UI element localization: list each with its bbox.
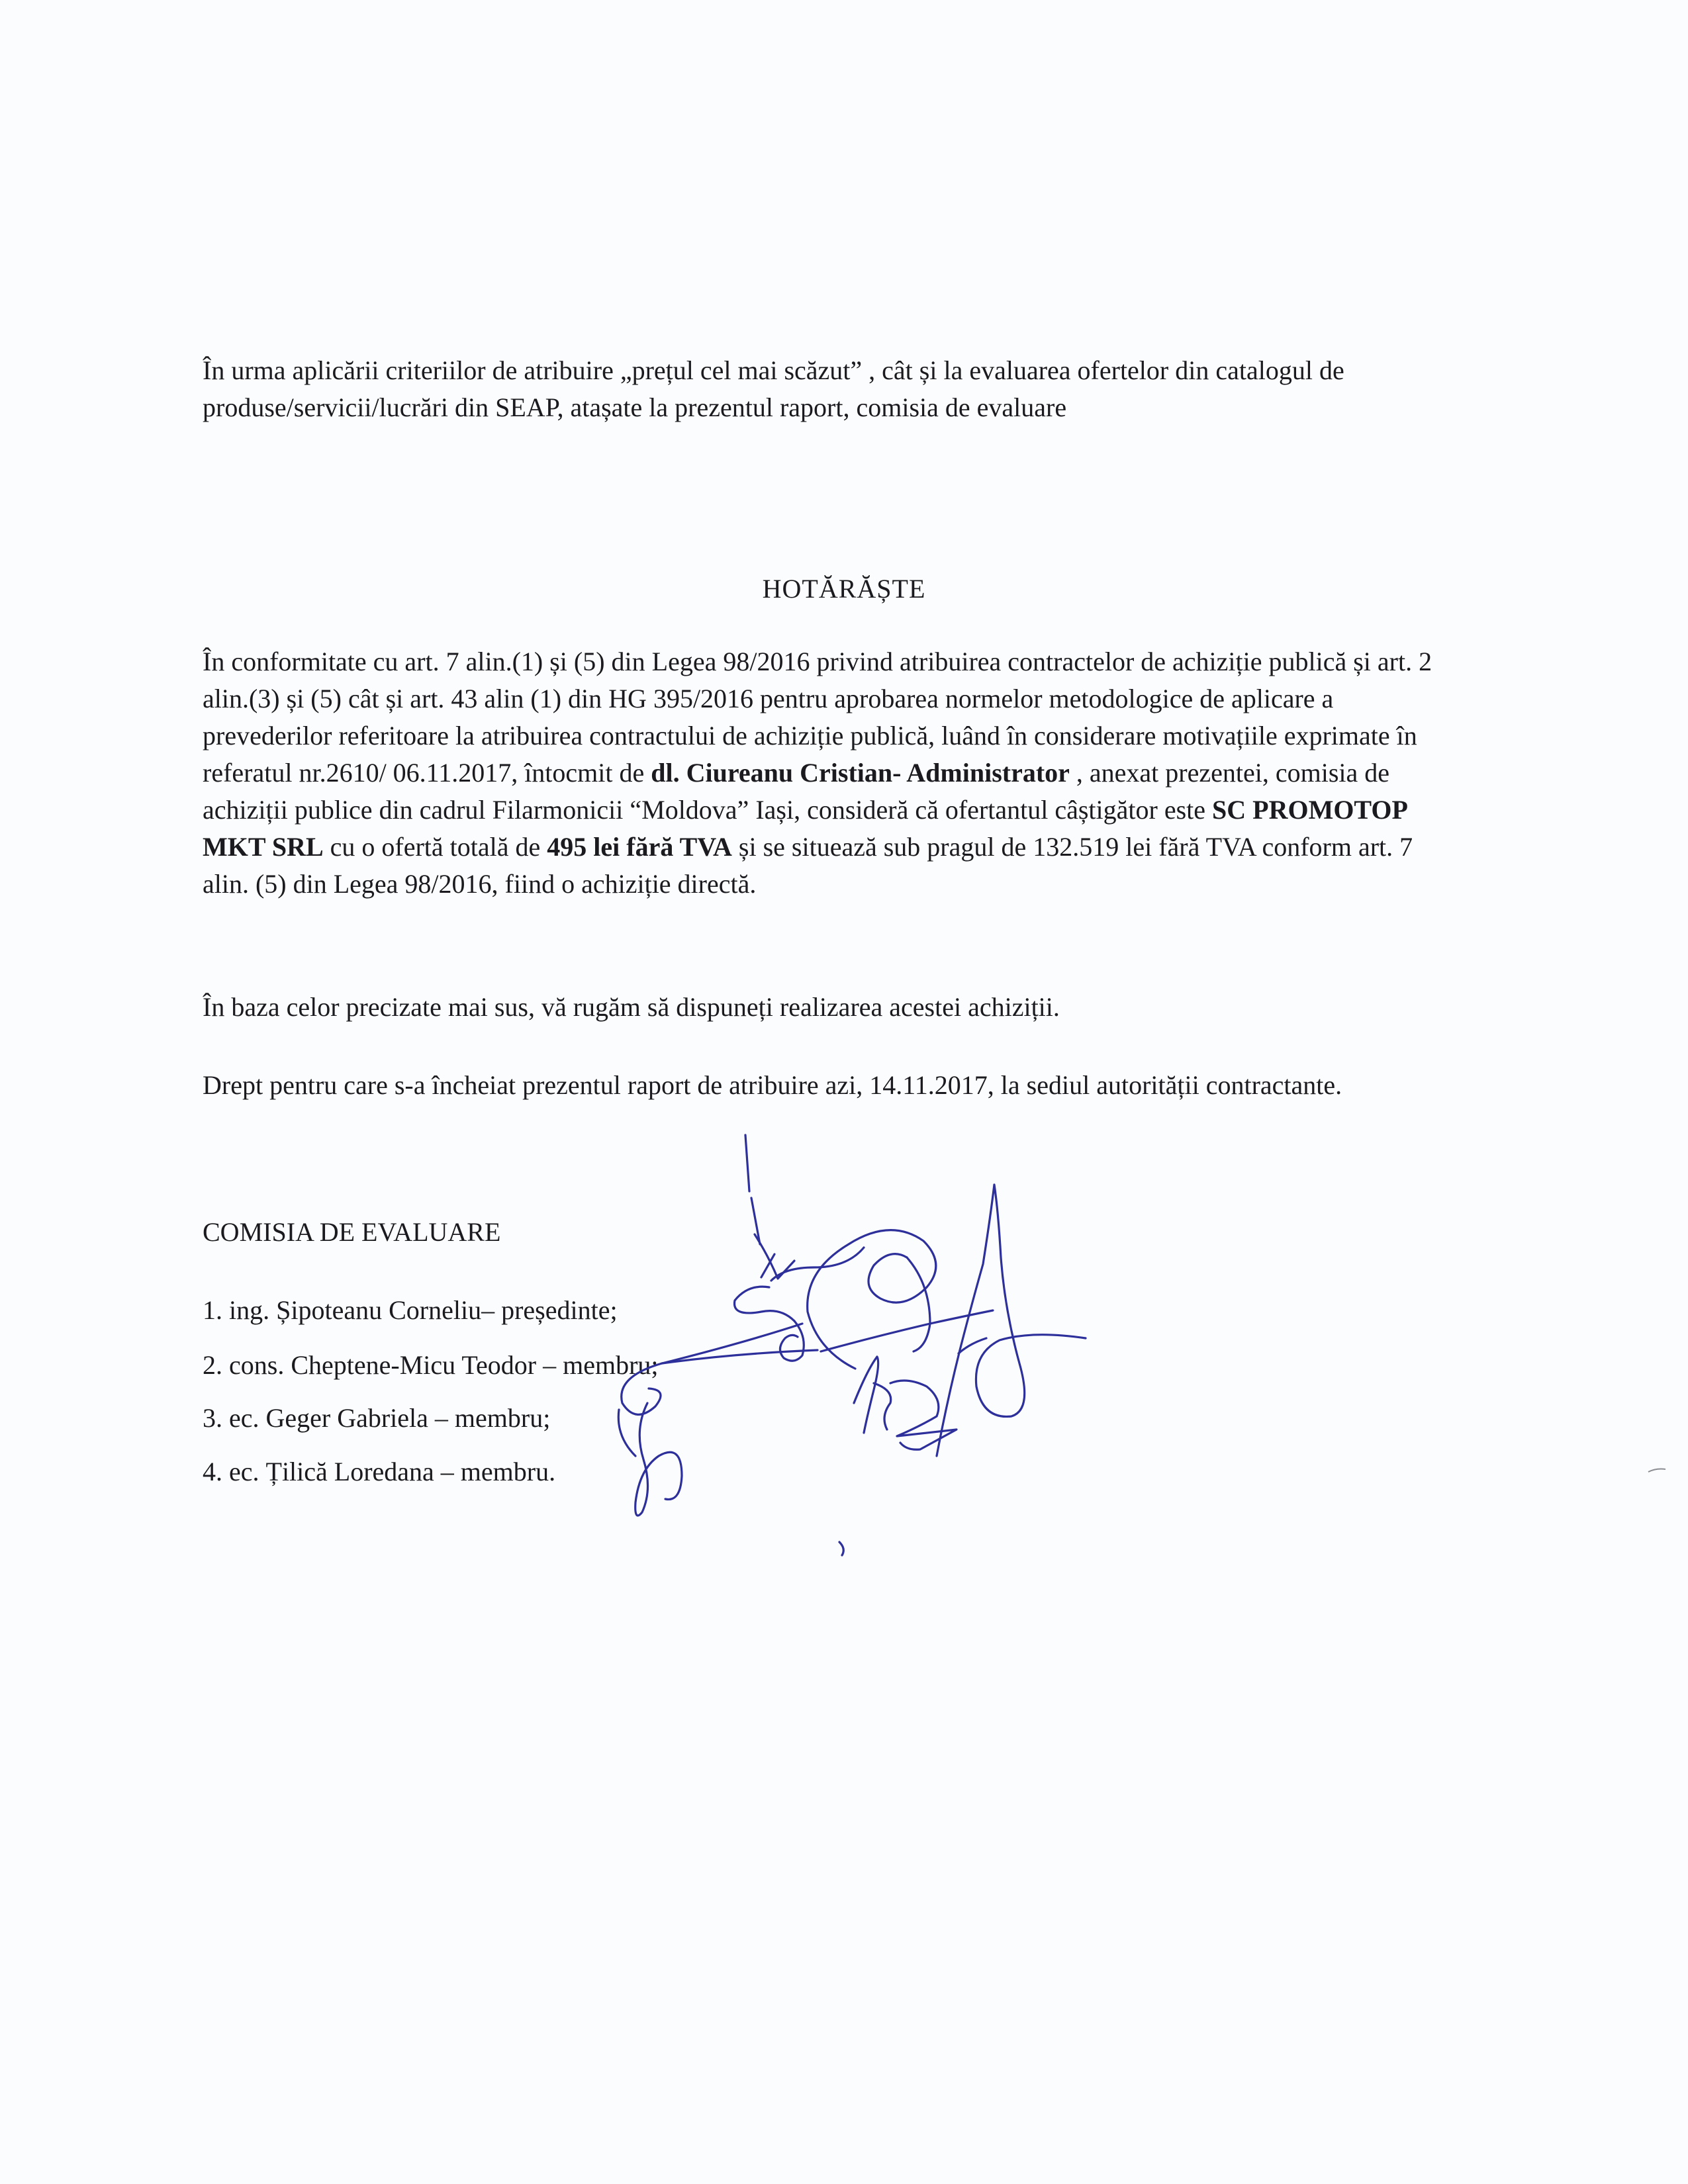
decision-paragraph (203, 643, 1456, 903)
commission-member: 3. ec. Geger Gabriela – membru; (203, 1403, 551, 1433)
offer-amount: 495 lei fără TVA (547, 832, 732, 862)
commission-member: 1. ing. Șipoteanu Corneliu– președinte; (203, 1295, 618, 1325)
decision-text-part-2: , anexat prezentei, comisia de achiziții publice din cadrul Filarmonicii “Moldova” Iași, consideră că ofertantul câștigător este (203, 758, 1390, 825)
closing-paragraph: Drept pentru care s-a încheiat prezentul raport de atribuire azi, 14.11.2017, la sediul autorității contractante. (203, 1070, 1342, 1100)
decision-author: dl. Ciureanu Cristian- Administrator (651, 758, 1070, 788)
commission-title: COMISIA DE EVALUARE (203, 1217, 501, 1247)
decision-text-part-4: și se situează sub pragul de 132.519 lei fără TVA conform art. 7 alin. (5) din Legea 98/2016, fiind o achiziție directă. (203, 832, 1413, 899)
decision-text-part-3: cu o ofertă totală de (323, 832, 547, 862)
winning-bidder: SC PROMOTOP MKT SRL (203, 795, 1407, 862)
commission-member: 2. cons. Cheptene-Micu Teodor – membru; (203, 1350, 659, 1380)
handwritten-signature (596, 1125, 1099, 1588)
decision-text-part-1: În conformitate cu art. 7 alin.(1) și (5) din Legea 98/2016 privind atribuirea contractelor de achiziție publică și art. 2 alin.(3) și (5) cât și art. 43 alin (1) din HG 395/2016 pentru aprobarea normelor metodologice de aplicare a prevederilor referitoare la atribuirea contractului de achiziție publică, luând în considerare motivațiile exprimate în referatul nr.2610/ 06.11.2017, întocmit de (203, 647, 1432, 788)
commission-member: 4. ec. Țilică Loredana – membru. (203, 1457, 556, 1486)
scan-mark (1647, 1467, 1667, 1475)
intro-paragraph: În urma aplicării criteriilor de atribuire „prețul cel mai scăzut” , cât și la evaluarea ofertelor din catalogul de produse/servicii/lucrări din SEAP, atașate la prezentul raport, comisia de evaluare (203, 355, 1344, 422)
request-paragraph: În baza celor precizate mai sus, vă rugăm să dispuneți realizarea acestei achiziții. (203, 992, 1060, 1022)
decision-heading: HOTĂRĂȘTE (762, 574, 926, 604)
